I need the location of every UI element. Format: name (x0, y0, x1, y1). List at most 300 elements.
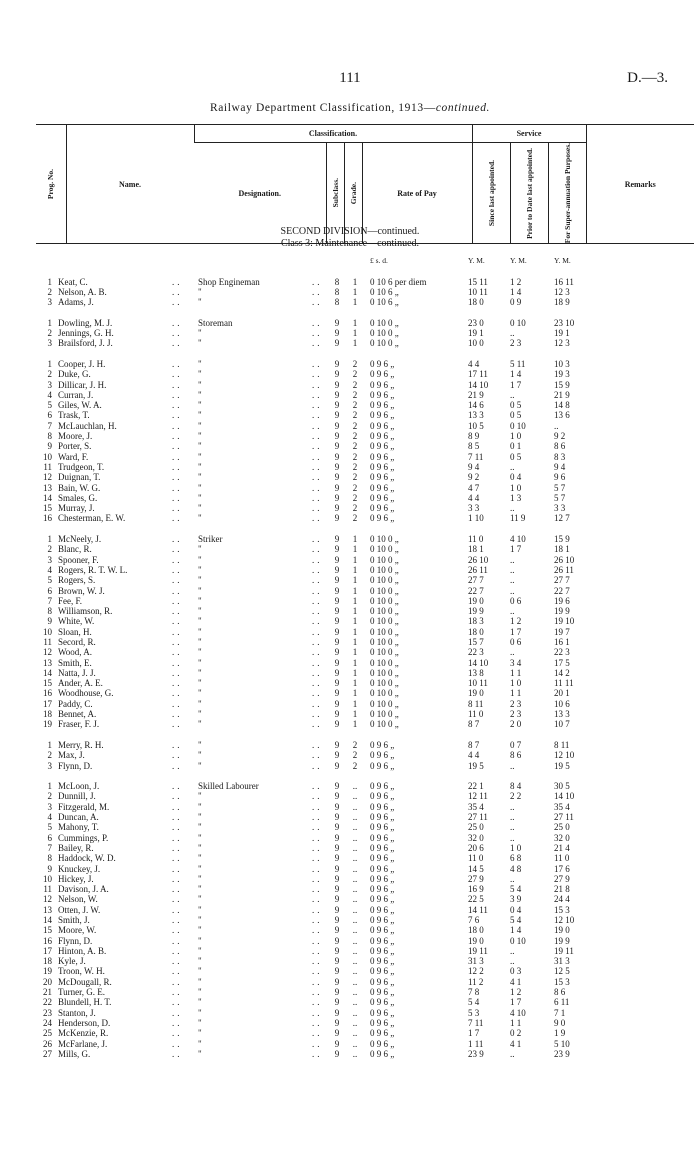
employee-name: Knuckey, J. (58, 863, 101, 874)
leader-dots: .. (312, 945, 323, 956)
prior-service: 0 4 (510, 472, 522, 483)
since-last-appointed: 14 11 (468, 904, 488, 915)
since-last-appointed: 19 0 (468, 595, 484, 606)
superannuation-service: 11 11 (554, 678, 574, 689)
superannuation-service: 22 3 (554, 647, 570, 658)
leader-dots: .. (312, 420, 323, 431)
subclass: 9 (334, 554, 340, 565)
employee-name: Smales, G. (58, 492, 98, 503)
prior-service: .. (510, 760, 515, 771)
since-last-appointed: 22 7 (468, 585, 484, 596)
grade: 2 (352, 389, 358, 400)
designation: " (198, 925, 202, 936)
leader-dots: .. (312, 575, 323, 586)
grade: 1 (352, 698, 358, 709)
grade: 1 (352, 564, 358, 575)
grade: 1 (352, 338, 358, 349)
group-spacer (36, 349, 694, 359)
superannuation-service: 21 8 (554, 884, 570, 895)
designation: " (198, 801, 202, 812)
row-number: 6 (47, 832, 52, 843)
employee-name: Keat, C. (58, 276, 88, 287)
prior-service: .. (510, 647, 515, 658)
designation: " (198, 956, 202, 967)
row-number: 7 (47, 595, 52, 606)
row-number: 14 (43, 915, 52, 925)
section-division: SECOND DIVISION—continued. (280, 226, 420, 237)
page-title (0, 102, 700, 114)
grade: 1 (352, 544, 358, 555)
designation: " (198, 873, 202, 884)
superannuation-service: 12 10 (554, 750, 575, 761)
grade: .. (352, 812, 358, 823)
since-last-appointed: 23 0 (468, 317, 484, 328)
superannuation-service: 8 6 (554, 441, 566, 452)
leader-dots: .. (312, 400, 323, 411)
prior-service: 11 9 (510, 513, 526, 524)
employee-name: Adams, J. (58, 297, 94, 308)
staff-row (36, 369, 694, 379)
row-number: 1 (47, 358, 52, 369)
subclass: 9 (334, 688, 340, 699)
staff-row (36, 575, 694, 585)
leader-dots: .. (172, 400, 183, 411)
grade: 1 (352, 719, 358, 730)
leader-dots: .. (312, 626, 323, 637)
row-number: 18 (43, 956, 52, 967)
header-subclass: Subclass. (326, 143, 344, 244)
leader-dots: .. (312, 966, 323, 977)
page-number: 111 (339, 70, 361, 86)
designation: " (198, 544, 202, 555)
leader-dots: .. (172, 667, 183, 678)
superannuation-service: 17 6 (554, 863, 570, 874)
group-spacer (36, 266, 694, 276)
employee-name: Wood, A. (58, 647, 93, 658)
subclass: 8 (334, 276, 340, 287)
superannuation-service: 9 0 (554, 1017, 566, 1028)
staff-row (36, 997, 694, 1007)
leader-dots: .. (172, 431, 183, 442)
subclass: 9 (334, 853, 340, 864)
employee-name: Paddy, C. (58, 698, 93, 709)
subclass: 9 (334, 657, 340, 668)
leader-dots: .. (172, 585, 183, 596)
rate-of-pay: 0 9 6 „ (370, 1038, 395, 1049)
since-last-appointed: 14 10 (468, 657, 489, 668)
row-number: 3 (47, 554, 52, 565)
row-number: 11 (43, 461, 52, 472)
prior-service: 1 2 (510, 276, 522, 287)
leader-dots: .. (172, 1017, 183, 1028)
grade: 1 (352, 317, 358, 328)
leader-dots: .. (172, 338, 183, 349)
grade: .. (352, 894, 358, 905)
grade: 2 (352, 420, 358, 431)
grade: 2 (352, 739, 358, 750)
header-designation: Designation. (194, 143, 326, 244)
since-last-appointed: 9 4 (468, 461, 480, 472)
leader-dots: .. (312, 513, 323, 524)
designation: " (198, 739, 202, 750)
staff-row (36, 781, 694, 791)
staff-row (36, 658, 694, 668)
grade: .. (352, 801, 358, 812)
grade: 2 (352, 461, 358, 472)
rate-of-pay: 0 10 0 „ (370, 317, 399, 328)
leader-dots: .. (312, 276, 323, 287)
leader-dots: .. (312, 534, 323, 545)
leader-dots: .. (172, 554, 183, 565)
designation: " (198, 647, 202, 658)
designation: " (198, 657, 202, 668)
grade: 2 (352, 472, 358, 483)
employee-name: Jennings, G. H. (58, 328, 114, 339)
row-number: 13 (43, 904, 52, 915)
subclass: 9 (334, 431, 340, 442)
employee-name: Max, J. (58, 750, 85, 761)
subclass: 8 (334, 297, 340, 308)
subclass: 9 (334, 925, 340, 936)
subclass: 9 (334, 492, 340, 503)
superannuation-service: 12 3 (554, 338, 570, 349)
prior-service: .. (510, 503, 515, 514)
staff-row (36, 462, 694, 472)
subclass: 8 (334, 286, 340, 297)
leader-dots: .. (312, 410, 323, 421)
subclass: 9 (334, 739, 340, 750)
leader-dots: .. (312, 709, 323, 720)
leader-dots: .. (172, 657, 183, 668)
leader-dots: .. (312, 1017, 323, 1028)
rate-of-pay: 0 10 0 „ (370, 564, 399, 575)
leader-dots: .. (172, 739, 183, 750)
employee-name: Smith, E. (58, 657, 92, 668)
subclass: 9 (334, 1017, 340, 1028)
since-last-appointed: 10 11 (468, 678, 488, 689)
rate-of-pay: 0 9 6 „ (370, 1028, 395, 1039)
employee-name: Ward, F. (58, 451, 89, 462)
leader-dots: .. (172, 595, 183, 606)
row-number: 9 (47, 616, 52, 627)
grade: 1 (352, 575, 358, 586)
employee-name: Trask, T. (58, 410, 90, 421)
units-row (36, 256, 694, 266)
staff-row (36, 338, 694, 348)
subclass: 9 (334, 832, 340, 843)
subclass: 9 (334, 966, 340, 977)
since-last-appointed: 27 7 (468, 575, 484, 586)
grade: 2 (352, 760, 358, 771)
document-reference: D.—3. (627, 70, 668, 86)
prior-service: .. (510, 606, 515, 617)
rate-of-pay: 0 9 6 „ (370, 410, 395, 421)
staff-row (36, 977, 694, 987)
designation: " (198, 431, 202, 442)
staff-row (36, 1039, 694, 1049)
row-number: 2 (47, 369, 52, 380)
prior-service: 3 4 (510, 657, 522, 668)
superannuation-service: 30 5 (554, 781, 570, 792)
superannuation-service: 26 10 (554, 554, 575, 565)
superannuation-service: 26 11 (554, 564, 574, 575)
designation: " (198, 863, 202, 874)
rate-of-pay: 0 10 0 „ (370, 328, 399, 339)
rate-of-pay: 0 10 0 „ (370, 554, 399, 565)
designation: " (198, 709, 202, 720)
staff-row (36, 884, 694, 894)
since-last-appointed: 35 4 (468, 801, 484, 812)
employee-name: Brailsford, J. J. (58, 338, 113, 349)
designation: " (198, 935, 202, 946)
rate-of-pay: 0 9 6 „ (370, 945, 395, 956)
subclass: 9 (334, 904, 340, 915)
rate-of-pay: 0 10 0 „ (370, 678, 399, 689)
grade: 2 (352, 441, 358, 452)
leader-dots: .. (172, 956, 183, 967)
prior-service: 1 0 (510, 431, 522, 442)
prior-service: 1 1 (510, 1017, 522, 1028)
subclass: 9 (334, 503, 340, 514)
grade: 1 (352, 626, 358, 637)
subclass: 9 (334, 956, 340, 967)
subclass: 9 (334, 863, 340, 874)
leader-dots: .. (172, 369, 183, 380)
leader-dots: .. (312, 925, 323, 936)
leader-dots: .. (172, 945, 183, 956)
since-last-appointed: 23 9 (468, 1048, 484, 1059)
staff-row (36, 668, 694, 678)
staff-row (36, 277, 694, 287)
grade: .. (352, 822, 358, 833)
superannuation-service: 6 11 (554, 997, 570, 1008)
prior-service: 0 5 (510, 400, 522, 411)
leader-dots: .. (172, 678, 183, 689)
grade: .. (352, 873, 358, 884)
leader-dots: .. (172, 492, 183, 503)
employee-name: Rogers, S. (58, 575, 96, 586)
subclass: 9 (334, 678, 340, 689)
row-number: 9 (47, 441, 52, 452)
employee-name: Mahony, T. (58, 822, 99, 833)
grade: .. (352, 925, 358, 936)
employee-name: Moore, W. (58, 925, 97, 936)
employee-name: Moore, J. (58, 431, 93, 442)
subclass: 9 (334, 544, 340, 555)
staff-row (36, 987, 694, 997)
rate-of-pay: 0 9 6 „ (370, 482, 395, 493)
grade: 1 (352, 688, 358, 699)
leader-dots: .. (312, 935, 323, 946)
leader-dots: .. (312, 286, 323, 297)
row-number: 17 (43, 698, 52, 709)
superannuation-service: 31 3 (554, 956, 570, 967)
rate-of-pay: 0 9 6 „ (370, 904, 395, 915)
grade: .. (352, 1028, 358, 1039)
leader-dots: .. (172, 286, 183, 297)
subclass: 9 (334, 328, 340, 339)
employee-name: Spooner, F. (58, 554, 99, 565)
staff-row (36, 853, 694, 863)
rate-of-pay: 0 10 6 „ (370, 297, 399, 308)
grade: .. (352, 1048, 358, 1059)
subclass: 9 (334, 791, 340, 802)
designation: " (198, 987, 202, 998)
prior-service: 4 10 (510, 534, 526, 545)
designation: " (198, 482, 202, 493)
subclass: 9 (334, 338, 340, 349)
leader-dots: .. (172, 606, 183, 617)
prior-service: 0 7 (510, 739, 522, 750)
designation: " (198, 667, 202, 678)
designation: " (198, 338, 202, 349)
rate-of-pay: 0 9 6 „ (370, 801, 395, 812)
rate-of-pay: 0 9 6 „ (370, 1007, 395, 1018)
subclass: 9 (334, 750, 340, 761)
superannuation-service: 15 3 (554, 976, 570, 987)
staff-row (36, 1028, 694, 1038)
leader-dots: .. (312, 297, 323, 308)
staff-row (36, 791, 694, 801)
staff-row (36, 647, 694, 657)
designation: " (198, 451, 202, 462)
rate-of-pay: 0 9 6 „ (370, 781, 395, 792)
row-number: 8 (47, 431, 52, 442)
superannuation-service: 27 11 (554, 812, 574, 823)
staff-row (36, 555, 694, 565)
superannuation-service: 19 9 (554, 606, 570, 617)
leader-dots: .. (172, 534, 183, 545)
prior-service: .. (510, 554, 515, 565)
employee-name: McNeely, J. (58, 534, 102, 545)
rate-of-pay: 0 9 6 „ (370, 451, 395, 462)
designation: " (198, 750, 202, 761)
staff-row (36, 802, 694, 812)
prior-service: 1 7 (510, 379, 522, 390)
grade: .. (352, 791, 358, 802)
leader-dots: .. (312, 595, 323, 606)
superannuation-service: 8 11 (554, 739, 570, 750)
leader-dots: .. (172, 863, 183, 874)
prior-service: 1 4 (510, 286, 522, 297)
since-last-appointed: 19 11 (468, 945, 488, 956)
leader-dots: .. (172, 1048, 183, 1059)
designation: " (198, 884, 202, 895)
staff-row (36, 843, 694, 853)
grade: 1 (352, 647, 358, 658)
grade: .. (352, 842, 358, 853)
prior-service: .. (510, 801, 515, 812)
prior-service: 1 1 (510, 667, 522, 678)
employee-name: Smith, J. (58, 915, 90, 925)
superannuation-service: 20 1 (554, 688, 570, 699)
rate-of-pay: 0 9 6 „ (370, 997, 395, 1008)
designation: " (198, 575, 202, 586)
superannuation-service: 14 10 (554, 791, 575, 802)
rate-of-pay: 0 9 6 „ (370, 513, 395, 524)
subclass: 9 (334, 369, 340, 380)
row-number: 16 (43, 513, 52, 524)
leader-dots: .. (312, 317, 323, 328)
rate-of-pay: 0 9 6 „ (370, 863, 395, 874)
leader-dots: .. (172, 513, 183, 524)
employee-name: Hinton, A. B. (58, 945, 107, 956)
designation: " (198, 812, 202, 823)
prior-service: 8 6 (510, 750, 522, 761)
leader-dots: .. (172, 822, 183, 833)
leader-dots: .. (172, 750, 183, 761)
staff-row (36, 606, 694, 616)
leader-dots: .. (312, 812, 323, 823)
leader-dots: .. (312, 791, 323, 802)
staff-row (36, 719, 694, 729)
employee-name: Natta, J. J. (58, 667, 96, 678)
units-prior: Y. M. (510, 256, 527, 265)
since-last-appointed: 11 2 (468, 976, 484, 987)
since-last-appointed: 4 4 (468, 750, 480, 761)
prior-service: 1 2 (510, 616, 522, 627)
staff-row (36, 616, 694, 626)
since-last-appointed: 9 2 (468, 472, 480, 483)
employee-name: Rogers, R. T. W. L. (58, 564, 128, 575)
superannuation-service: 7 1 (554, 1007, 566, 1018)
leader-dots: .. (312, 688, 323, 699)
superannuation-service: 12 5 (554, 966, 570, 977)
row-number: 5 (47, 822, 52, 833)
prior-service: 0 5 (510, 410, 522, 421)
superannuation-service: 13 3 (554, 709, 570, 720)
designation: " (198, 358, 202, 369)
staff-row (36, 431, 694, 441)
leader-dots: .. (312, 781, 323, 792)
leader-dots: .. (172, 482, 183, 493)
prior-service: 1 7 (510, 626, 522, 637)
employee-name: Haddock, W. D. (58, 853, 116, 864)
leader-dots: .. (172, 441, 183, 452)
grade: 2 (352, 379, 358, 390)
row-number: 14 (43, 667, 52, 678)
designation: " (198, 894, 202, 905)
grade: 2 (352, 503, 358, 514)
designation: " (198, 554, 202, 565)
grade: .. (352, 884, 358, 895)
leader-dots: .. (172, 647, 183, 658)
row-number: 17 (43, 945, 52, 956)
superannuation-service: 17 5 (554, 657, 570, 668)
staff-row (36, 400, 694, 410)
leader-dots: .. (172, 276, 183, 287)
superannuation-service: 24 4 (554, 894, 570, 905)
row-number: 21 (43, 987, 52, 998)
employee-name: McKenzie, R. (58, 1028, 109, 1039)
employee-name: Secord, R. (58, 636, 96, 647)
since-last-appointed: 19 9 (468, 606, 484, 617)
row-number: 19 (43, 966, 52, 977)
designation: " (198, 791, 202, 802)
superannuation-service: 19 0 (554, 925, 570, 936)
superannuation-service: 19 6 (554, 595, 570, 606)
leader-dots: .. (312, 379, 323, 390)
rate-of-pay: 0 9 6 „ (370, 369, 395, 380)
superannuation-service: 15 9 (554, 379, 570, 390)
rate-of-pay: 0 10 0 „ (370, 595, 399, 606)
employee-name: Flynn, D. (58, 935, 93, 946)
employee-name: Mills, G. (58, 1048, 91, 1059)
leader-dots: .. (312, 492, 323, 503)
staff-row (36, 1049, 694, 1059)
rate-of-pay: 0 10 0 „ (370, 667, 399, 678)
designation: " (198, 297, 202, 308)
